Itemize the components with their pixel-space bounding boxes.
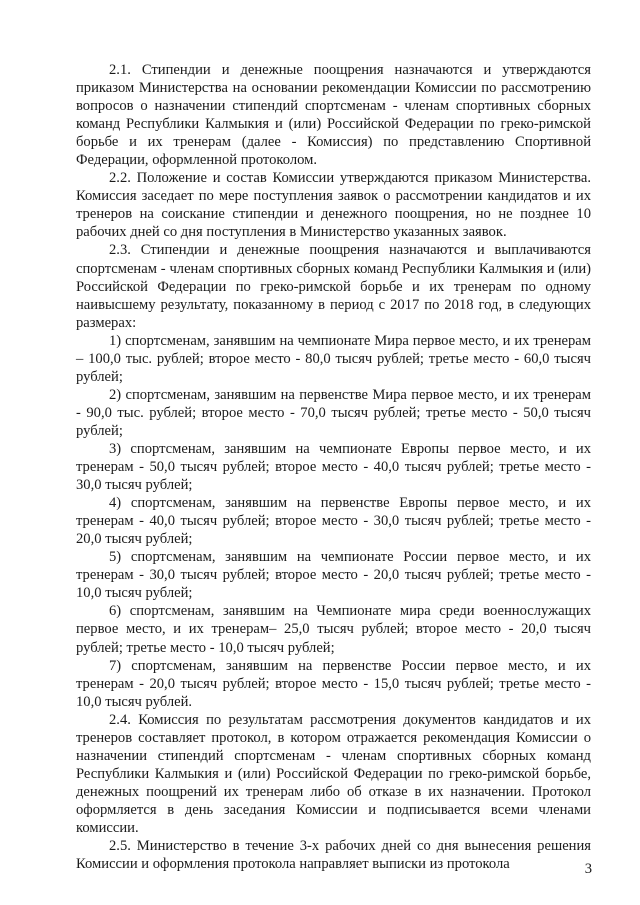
paragraph-2-2: 2.2. Положение и состав Комиссии утверждаются приказом Министерства. Комиссия заседает по мере поступления заявок о рассмотрении кандидатов и их тренеров на соискание стипендии и денежного поощрения, но не позднее 10 рабочих дней со дня поступления в Министерство указанных заявок. [76, 170, 591, 241]
page-number: 3 [584, 861, 592, 877]
list-item-4: 4) спортсменам, занявшим на первенстве Европы первое место, и их тренерам - 40,0 тысяч рублей; второе место - 30,0 тысяч рублей; третье место - 20,0 тысяч рублей; [76, 495, 591, 548]
list-item-7: 7) спортсменам, занявшим на первенстве России первое место, и их тренерам - 20,0 тысяч рублей; второе место - 15,0 тысяч рублей; третье место - 10,0 тысяч рублей. [76, 657, 591, 710]
list-item-5: 5) спортсменам, занявшим на чемпионате России первое место, и их тренерам - 30,0 тысяч рублей; второе место - 20,0 тысяч рублей; третье место - 10,0 тысяч рублей; [76, 549, 591, 602]
list-item-6: 6) спортсменам, занявшим на Чемпионате мира среди военнослужащих первое место, и их тренерам– 25,0 тысяч рублей; второе место - 20,0 тысяч рублей; третье место - 10,0 тысяч рублей; [76, 603, 591, 656]
paragraph-2-3: 2.3. Стипендии и денежные поощрения назначаются и выплачиваются спортсменам - членам спортивных сборных команд Республики Калмыкия и (или) Российской Федерации по греко-римской борьбе и их тренерам по одному наивысшему результату, показанному в период с 2017 по 2018 год, в следующих размерах: [76, 242, 591, 331]
paragraph-2-4: 2.4. Комиссия по результатам рассмотрения документов кандидатов и их тренеров составляет протокол, в котором отражается рекомендация Комиссии о назначении стипендий спортсменам - членам спортивных сборных команд Республики Калмыкия и (или) Российской Федерации по греко-римской борьбе, денежных поощрений их тренерам либо об отказе в их назначении. Протокол оформляется в день заседания Комиссии и подписывается всеми членами комиссии. [76, 711, 591, 836]
document-body [76, 61, 591, 873]
paragraph-2-1: 2.1. Стипендии и денежные поощрения назначаются и утверждаются приказом Министерства на основании рекомендации Комиссии по рассмотрению вопросов о назначении стипендий спортсменам - членам спортивных сборных команд Республики Калмыкия и (или) Российской Федерации по греко-римской борьбе и их тренерам (далее - Комиссия) по представлению Спортивной Федерации, оформленной протоколом. [76, 62, 591, 169]
list-item-1: 1) спортсменам, занявшим на чемпионате Мира первое место, и их тренерам – 100,0 тыс. рублей; второе место - 80,0 тысяч рублей; третье место - 60,0 тысяч рублей; [76, 332, 591, 385]
paragraph-2-5: 2.5. Министерство в течение 3-х рабочих дней со дня вынесения решения Комиссии и оформления протокола направляет выписки из протокола [76, 838, 591, 873]
list-item-2: 2) спортсменам, занявшим на первенстве Мира первое место, и их тренерам - 90,0 тыс. рублей; второе место - 70,0 тысяч рублей; третье место - 50,0 тысяч рублей; [76, 386, 591, 439]
list-item-3: 3) спортсменам, занявшим на чемпионате Европы первое место, и их тренерам - 50,0 тысяч рублей; второе место - 40,0 тысяч рублей; третье место - 30,0 тысяч рублей; [76, 440, 591, 494]
